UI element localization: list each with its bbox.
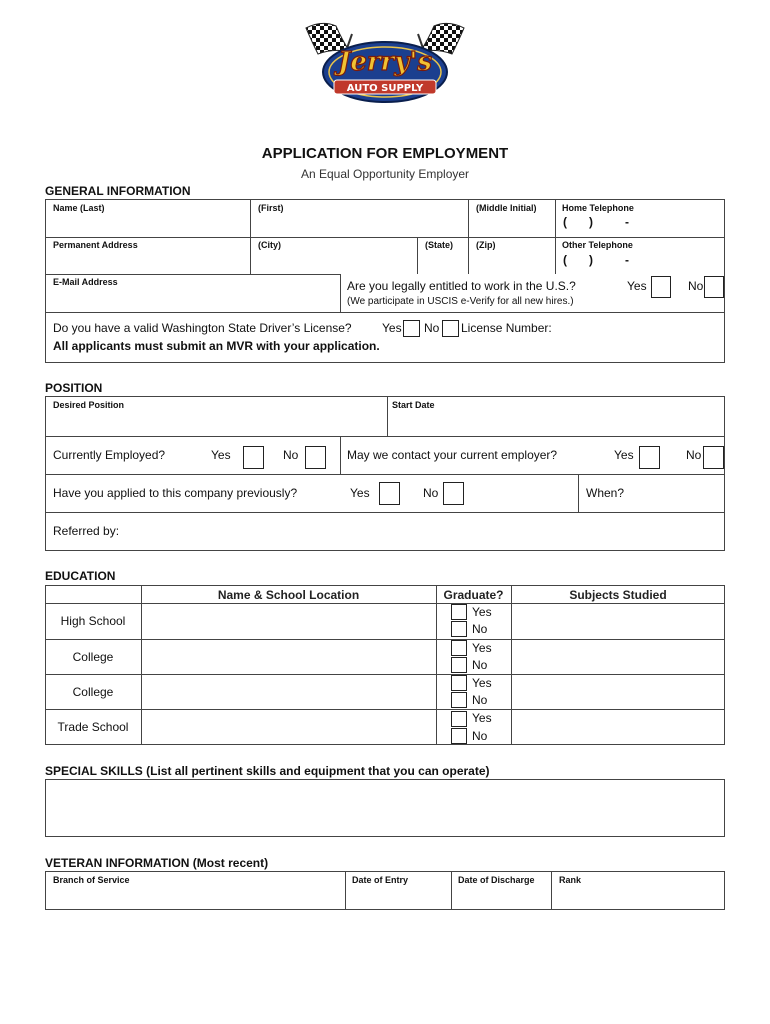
applied-no-label: No xyxy=(423,486,439,500)
mvr-note: All applicants must submit an MVR with your application. xyxy=(53,339,380,353)
edu-high-school-name-field[interactable] xyxy=(142,604,435,638)
home-telephone-label: Home Telephone xyxy=(562,203,634,213)
contact-yes-label: Yes xyxy=(614,448,634,462)
email-field[interactable] xyxy=(46,288,339,311)
edu-college-2-yes-label: Yes xyxy=(472,676,492,690)
permanent-address-field[interactable] xyxy=(46,250,249,273)
legal-entitled-question: Are you legally entitled to work in the U.S.? xyxy=(347,279,576,293)
referred-by-field[interactable] xyxy=(130,515,722,548)
page-title: APPLICATION FOR EMPLOYMENT xyxy=(261,145,509,162)
edu-high-school-subjects-field[interactable] xyxy=(512,604,724,638)
legal-yes-label: Yes xyxy=(627,279,647,293)
edu-trade-school-no-label: No xyxy=(472,729,488,743)
license-question: Do you have a valid Washington State Driver’s License? xyxy=(53,321,352,335)
applied-no-checkbox[interactable] xyxy=(443,482,464,505)
home-phone-paren-close: ) xyxy=(589,215,593,229)
first-name-label: (First) xyxy=(258,203,284,213)
edu-college-1-yes-label: Yes xyxy=(472,641,492,655)
permanent-address-label: Permanent Address xyxy=(53,240,138,250)
when-field[interactable] xyxy=(625,477,723,509)
other-telephone-field[interactable] xyxy=(556,250,724,273)
other-phone-dash: - xyxy=(625,253,629,267)
zip-label: (Zip) xyxy=(476,240,496,250)
branch-of-service-field[interactable] xyxy=(46,886,344,909)
legal-no-checkbox[interactable] xyxy=(704,276,724,298)
date-of-entry-label: Date of Entry xyxy=(352,875,409,885)
contact-employer-question: May we contact your current employer? xyxy=(347,448,558,462)
home-phone-paren-open: ( xyxy=(563,215,567,229)
edu-college-1-name-field[interactable] xyxy=(142,640,435,673)
license-yes-label: Yes xyxy=(382,321,402,335)
employed-no-label: No xyxy=(283,448,299,462)
edu-college-2-subjects-field[interactable] xyxy=(512,675,724,708)
zip-field[interactable] xyxy=(469,250,554,273)
edu-trade-school-name-field[interactable] xyxy=(142,710,435,744)
license-yes-checkbox[interactable] xyxy=(403,320,420,337)
name-last-field[interactable] xyxy=(46,213,249,236)
contact-no-label: No xyxy=(686,448,702,462)
edu-high-school-yes-label: Yes xyxy=(472,605,492,619)
edu-row-label-high-school: High School xyxy=(60,614,126,628)
applied-yes-label: Yes xyxy=(350,486,370,500)
start-date-field[interactable] xyxy=(389,411,724,435)
license-no-label: No xyxy=(424,321,440,335)
edu-high-school-no-checkbox[interactable] xyxy=(451,621,467,637)
middle-initial-label: (Middle Initial) xyxy=(476,203,537,213)
desired-position-field[interactable] xyxy=(46,411,386,435)
contact-no-checkbox[interactable] xyxy=(703,446,724,469)
edu-high-school-yes-checkbox[interactable] xyxy=(451,604,467,620)
education-col-name: Name & School Location xyxy=(217,588,360,602)
desired-position-label: Desired Position xyxy=(53,400,125,410)
edu-trade-school-yes-checkbox[interactable] xyxy=(451,711,467,727)
email-label: E-Mail Address xyxy=(53,277,118,287)
currently-employed-question: Currently Employed? xyxy=(53,448,166,462)
edu-college-1-subjects-field[interactable] xyxy=(512,640,724,673)
rank-label: Rank xyxy=(559,875,582,885)
city-label: (City) xyxy=(258,240,281,250)
edu-row-label-college-1: College xyxy=(72,650,114,664)
state-label: (State) xyxy=(425,240,454,250)
edu-trade-school-subjects-field[interactable] xyxy=(512,710,724,744)
middle-initial-field[interactable] xyxy=(469,213,554,236)
education-col-subjects: Subjects Studied xyxy=(569,588,667,602)
logo-subtitle-text: AUTO SUPPLY xyxy=(346,83,424,94)
special-skills-field[interactable] xyxy=(45,779,725,837)
edu-college-1-no-checkbox[interactable] xyxy=(451,657,467,673)
edu-college-2-name-field[interactable] xyxy=(142,675,435,708)
other-phone-paren-close: ) xyxy=(589,253,593,267)
edu-high-school-no-label: No xyxy=(472,622,488,636)
employed-yes-checkbox[interactable] xyxy=(243,446,264,469)
name-last-label: Name (Last) xyxy=(53,203,105,213)
license-number-label: License Number: xyxy=(461,321,552,335)
special-skills-heading: SPECIAL SKILLS (List all pertinent skills and equipment that you can operate) xyxy=(45,764,490,778)
page-subtitle: An Equal Opportunity Employer xyxy=(300,167,470,181)
edu-row-label-college-2: College xyxy=(72,685,114,699)
applied-previously-question: Have you applied to this company previously? xyxy=(53,486,298,500)
edu-college-2-no-checkbox[interactable] xyxy=(451,692,467,708)
date-of-discharge-label: Date of Discharge xyxy=(458,875,535,885)
employed-yes-label: Yes xyxy=(211,448,231,462)
license-no-checkbox[interactable] xyxy=(442,320,459,337)
logo-script-text: Jerry's xyxy=(338,47,432,77)
edu-trade-school-no-checkbox[interactable] xyxy=(451,728,467,744)
other-phone-paren-open: ( xyxy=(563,253,567,267)
state-field[interactable] xyxy=(418,250,467,273)
education-heading: EDUCATION xyxy=(45,569,116,583)
license-number-field[interactable] xyxy=(560,318,720,338)
veteran-heading: VETERAN INFORMATION (Most recent) xyxy=(45,856,269,870)
city-field[interactable] xyxy=(251,250,416,273)
edu-college-2-no-label: No xyxy=(472,693,488,707)
start-date-label: Start Date xyxy=(392,400,435,410)
edu-college-2-yes-checkbox[interactable] xyxy=(451,675,467,691)
legal-no-label: No xyxy=(688,279,704,293)
rank-field[interactable] xyxy=(553,886,724,909)
branch-of-service-label: Branch of Service xyxy=(53,875,130,885)
edu-college-1-no-label: No xyxy=(472,658,488,672)
legal-yes-checkbox[interactable] xyxy=(651,276,671,298)
edu-college-1-yes-checkbox[interactable] xyxy=(451,640,467,656)
edu-row-label-trade-school: Trade School xyxy=(57,720,129,734)
first-name-field[interactable] xyxy=(251,213,467,236)
everify-note: (We participate in USCIS e-Verify for all new hires.) xyxy=(347,296,574,307)
referred-by-label: Referred by: xyxy=(53,524,120,538)
home-telephone-field[interactable] xyxy=(556,213,724,236)
position-heading: POSITION xyxy=(45,381,103,395)
company-logo xyxy=(300,14,470,106)
general-heading: GENERAL INFORMATION xyxy=(45,184,191,198)
edu-trade-school-yes-label: Yes xyxy=(472,711,492,725)
other-telephone-label: Other Telephone xyxy=(562,240,633,250)
contact-yes-checkbox[interactable] xyxy=(639,446,660,469)
when-label: When? xyxy=(586,486,625,500)
education-col-graduate: Graduate? xyxy=(443,588,504,602)
date-of-entry-field[interactable] xyxy=(347,886,450,909)
date-of-discharge-field[interactable] xyxy=(453,886,550,909)
home-phone-dash: - xyxy=(625,215,629,229)
applied-yes-checkbox[interactable] xyxy=(379,482,400,505)
employed-no-checkbox[interactable] xyxy=(305,446,326,469)
